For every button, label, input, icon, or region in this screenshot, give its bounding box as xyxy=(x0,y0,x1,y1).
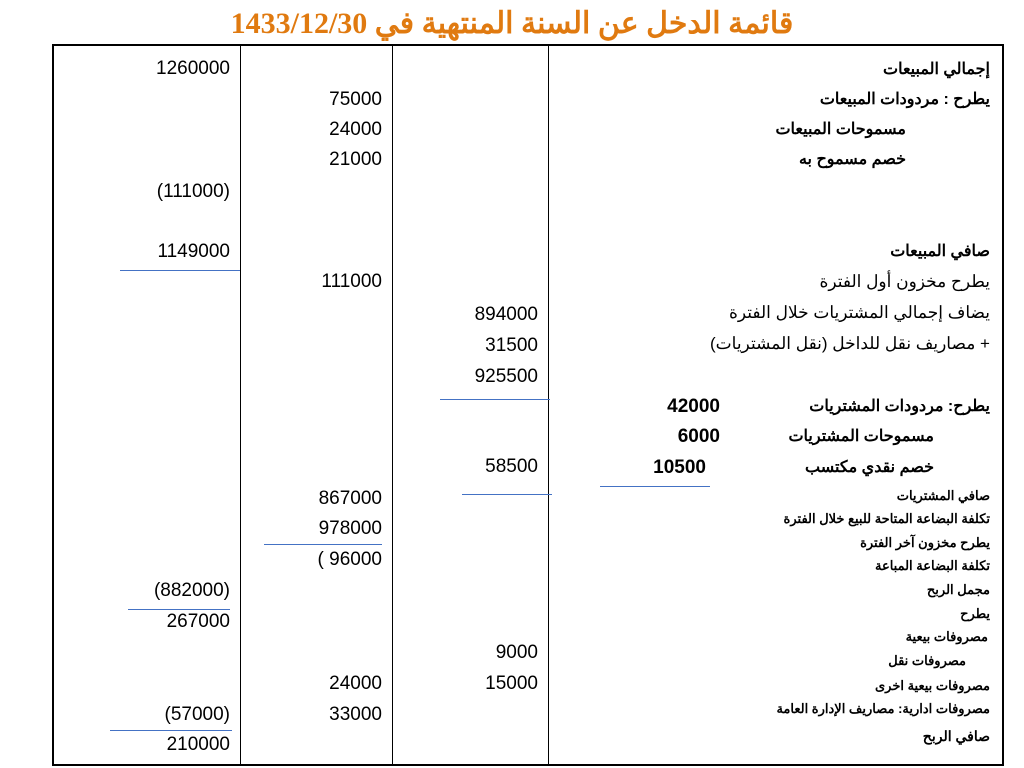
label-net-profit: صافي الربح xyxy=(922,728,990,744)
column-divider-1 xyxy=(240,44,241,766)
amount-gross-profit: 267000 xyxy=(166,611,230,632)
label-cogs: تكلفة البضاعة المباعة xyxy=(874,558,990,573)
amount-expenses-total: (57000) xyxy=(164,704,230,725)
label-purchase-allowances: مسموحات المشتريات xyxy=(788,428,934,445)
underline-net-sales xyxy=(120,270,240,271)
amount-transport: 9000 xyxy=(495,642,538,663)
amount-goods-available: 978000 xyxy=(318,518,382,539)
label-sales-discount: خصم مسموح به xyxy=(798,151,906,168)
amount-purchases-total: 925500 xyxy=(474,366,538,387)
label-gross-profit: مجمل الربح xyxy=(926,582,990,597)
amount-end-inventory: ( 96000 xyxy=(317,549,382,570)
amount-purchase-deductions: 58500 xyxy=(485,456,538,477)
table-border-right xyxy=(1002,44,1004,766)
income-statement-table xyxy=(52,44,1004,766)
amount-purchase-discount: 10500 xyxy=(653,457,706,478)
label-other-selling: مصروفات بيعية اخرى xyxy=(874,678,990,693)
label-admin-expenses: مصروفات ادارية: مصاريف الإدارة العامة xyxy=(776,701,990,716)
label-end-inventory: يطرح مخزون آخر الفترة xyxy=(860,535,990,550)
amount-purchase-allowances: 6000 xyxy=(677,426,720,447)
amount-sales-discount: 21000 xyxy=(329,149,382,170)
amount-net-purchases: 867000 xyxy=(318,488,382,509)
label-goods-available: تكلفة البضاعة المتاحة للبيع خلال الفترة xyxy=(783,511,990,526)
label-sales-allowances: مسموحات المبيعات xyxy=(775,121,906,138)
label-add-purchases: يضاف إجمالي المشتريات خلال الفترة xyxy=(728,303,990,322)
amount-net-profit: 210000 xyxy=(166,734,230,755)
amount-gross-sales: 1260000 xyxy=(156,58,230,79)
amount-begin-inventory: 111000 xyxy=(321,271,382,292)
column-divider-2 xyxy=(392,44,393,766)
amount-admin-total: 33000 xyxy=(329,704,382,725)
amount-cogs: (882000) xyxy=(153,580,230,601)
label-transport-expenses: مصروفات نقل xyxy=(888,653,966,668)
amount-purchase-returns: 42000 xyxy=(667,396,720,417)
amount-purchases: 894000 xyxy=(474,304,538,325)
amount-sales-deductions: (111000) xyxy=(156,181,230,202)
table-border-left xyxy=(52,44,54,766)
underline-purchase-deductions xyxy=(462,494,552,495)
label-begin-inventory: يطرح مخزون أول الفترة xyxy=(819,272,990,291)
label-selling-expenses: مصروفات بيعية xyxy=(905,629,988,644)
amount-other-selling: 15000 xyxy=(485,673,538,694)
label-net-purchases: صافي المشتريات xyxy=(896,488,990,503)
underline-purchase-discount xyxy=(600,486,710,487)
table-border-bottom xyxy=(52,764,1004,766)
label-purchase-returns: يطرح: مردودات المشتريات xyxy=(809,398,990,415)
amount-selling-total: 24000 xyxy=(329,673,382,694)
label-purchase-discount: خصم نقدي مكتسب xyxy=(805,459,934,476)
label-less-sales-returns: يطرح : مردودات المبيعات xyxy=(819,91,990,108)
amount-net-sales: 1149000 xyxy=(157,241,230,262)
table-border-top xyxy=(52,44,1004,46)
label-gross-sales: إجمالي المبيعات xyxy=(883,61,990,78)
label-freight-in: + مصاريف نقل للداخل (نقل المشتريات) xyxy=(709,334,990,353)
label-net-sales: صافي المبيعات xyxy=(890,243,990,260)
amount-sales-allowances: 24000 xyxy=(329,119,382,140)
amount-freight-in: 31500 xyxy=(485,335,538,356)
label-less: يطرح xyxy=(960,606,990,621)
underline-purchases-total xyxy=(440,399,550,400)
column-divider-3 xyxy=(548,44,549,766)
statement-title: قائمة الدخل عن السنة المنتهية في 1433/12/30 xyxy=(230,7,794,40)
amount-sales-returns: 75000 xyxy=(329,89,382,110)
